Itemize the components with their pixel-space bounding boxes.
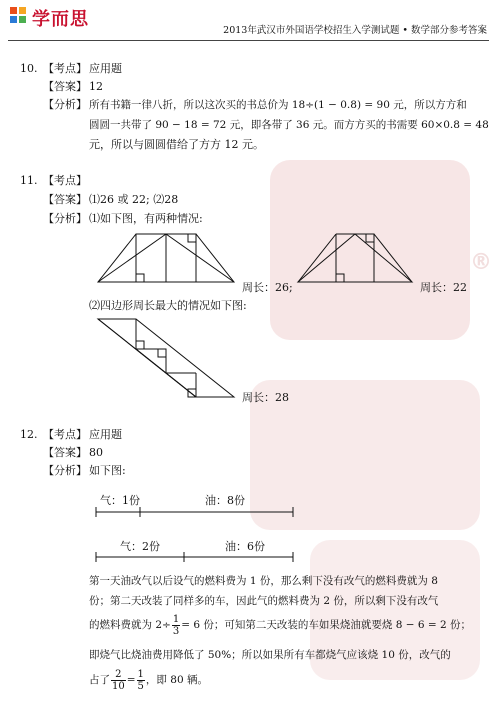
q10-line2: 圆圆一共带了 90 − 18 = 72 元，即各带了 36 元。而方方买的书需要 60×0.8 = 48: [89, 119, 489, 131]
q12-paragraph-line1: 第一天油改气以后设气的燃料费为 1 份，那么剩下没有改气的燃料费就为 8: [89, 575, 438, 587]
q10-answer-label: 【答案】: [43, 80, 87, 93]
q10-kaodian-label: 【考点】: [43, 62, 87, 75]
figure-trapezoid: [96, 232, 236, 284]
q11-kaodian-label: 【考点】: [43, 174, 87, 187]
q12-line5-start: 占了: [89, 674, 110, 686]
q11-perimeter-1: 周长：26;: [242, 281, 293, 294]
q12-kaodian: 应用题: [89, 428, 122, 441]
watermark-registered: ®: [470, 250, 492, 275]
equals-sign: =: [126, 674, 136, 686]
segment1-gas-label: 气：1份: [100, 494, 140, 507]
q12-line3-start: 的燃料费就为 2÷: [89, 619, 171, 631]
figure-triangle: [296, 232, 414, 284]
q10-analysis-label: 【分析】: [43, 98, 87, 111]
logo-text: 学而思: [32, 9, 89, 30]
segment1-oil-label: 油：8份: [205, 494, 245, 507]
q11-perimeter-3: 周长：28: [242, 391, 289, 404]
logo: [8, 5, 98, 29]
q10-line1: 所有书籍一律八折，所以这次买的书总价为 18÷(1 − 0.8) = 90 元，所以方方和: [89, 99, 467, 111]
segment-diagram-2: [95, 551, 295, 563]
q12-analysis: 如下图:: [89, 464, 126, 477]
q11-number: 11.: [20, 174, 38, 187]
logo-icon: [8, 5, 30, 27]
q12-answer-label: 【答案】: [43, 446, 87, 459]
q12-analysis-label: 【分析】: [43, 464, 87, 477]
q10-line3: 元，所以与圆圆借给了方方 12 元。: [89, 138, 264, 151]
fraction-one-third: $\frac{1}{3}$: [172, 613, 180, 637]
q11-line1: ⑴如下图，有两种情况:: [89, 212, 203, 225]
q12-paragraph-line5: [89, 666, 208, 694]
q12-kaodian-label: 【考点】: [43, 428, 87, 441]
q11-perimeter-2: 周长：22: [420, 281, 467, 294]
q12-number: 12.: [20, 428, 38, 441]
q12-paragraph-line4: 即烧气比烧油费用降低了 50%；所以如果所有车都烧气应该烧 10 份，改气的: [89, 649, 451, 661]
q12-line3-end: = 6 份；可知第二天改装的车如果烧油就要烧 8 − 6 = 2 份；: [181, 619, 472, 631]
segment2-oil-label: 油：6份: [225, 540, 265, 553]
q12-line5-end: ，即 80 辆。: [145, 674, 208, 686]
header-divider: [8, 40, 489, 41]
q12-paragraph-line2: 份；第二天改装了同样多的车，因此气的燃料费为 2 份，所以剩下没有改气: [89, 595, 439, 607]
fraction-two-tenths: $\frac{2}{10}$: [112, 668, 125, 692]
segment-diagram-1: [95, 506, 295, 518]
fraction-one-fifth: $\frac{1}{5}$: [137, 668, 144, 692]
q10-kaodian: 应用题: [89, 62, 122, 75]
page-header-title: 2013年武汉市外国语学校招生入学测试题 • 数学部分参考答案: [223, 25, 487, 36]
figure-parallelogram: [96, 317, 236, 399]
q12-answer: 80: [89, 446, 103, 459]
q10-answer: 12: [89, 80, 103, 93]
q11-answer: ⑴26 或 22; ⑵28: [89, 193, 179, 206]
q11-answer-label: 【答案】: [43, 193, 87, 206]
q12-paragraph-line3: [89, 612, 471, 638]
q11-analysis-label: 【分析】: [43, 212, 87, 225]
segment2-gas-label: 气：2份: [120, 540, 160, 553]
q11-line2: ⑵四边形周长最大的情况如下图:: [89, 299, 247, 312]
q10-number: 10.: [20, 62, 38, 75]
